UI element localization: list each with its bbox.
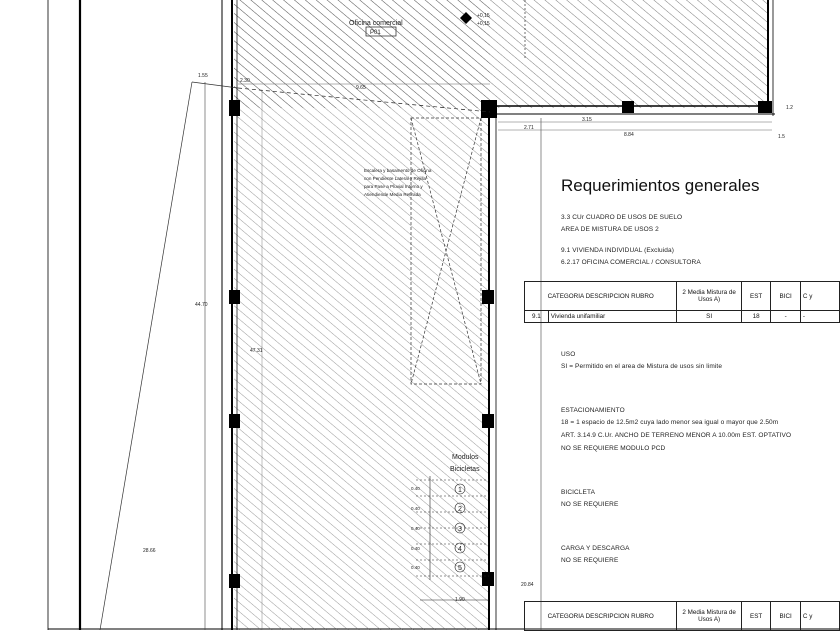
dim-271: 2.71 — [524, 125, 534, 131]
table-row — [525, 311, 840, 323]
req-line-a2: AREA DE MISTURA DE USOS 2 — [561, 226, 659, 233]
table-cell-media: SI — [677, 311, 741, 323]
bike-number-3: 3 — [458, 526, 462, 533]
dim-12: 1.2 — [786, 105, 793, 111]
stair-note-line-3: para Pase a Pluvial Interno y — [364, 184, 423, 189]
bike-label-1: Modulos — [452, 454, 479, 461]
table-header-bici: BICI — [771, 282, 801, 311]
dim-965: 9.65 — [356, 85, 366, 91]
bike-number-2: 2 — [458, 506, 462, 513]
carga-text: NO SE REQUIERE — [561, 557, 619, 564]
bike-label-2: Bicicletas — [450, 466, 480, 473]
dim-15: 1.5 — [778, 134, 785, 140]
table2-header-est: EST — [741, 602, 771, 631]
requirements-table-2 — [524, 601, 840, 631]
estacionamiento-title: ESTACIONAMIENTO — [561, 407, 625, 414]
estacionamiento-line-2: ART. 3.14.9 C.Ur. ANCHO DE TERRENO MENOR A 10.00m EST. OPTATIVO — [561, 432, 792, 439]
dim-4731: 47.31 — [250, 348, 263, 354]
carga-title: CARGA Y DESCARGA — [561, 545, 630, 552]
level-bottom-text: +0,15 — [477, 21, 490, 27]
main-hatched-strip — [234, 0, 490, 630]
dim-2866: 28.66 — [143, 548, 156, 554]
stair-note-line-4: Atiendiende Media Retirada — [364, 192, 421, 197]
table-cell-est: 18 — [741, 311, 771, 323]
level-top-text: +0,15 — [477, 13, 490, 19]
req-line-b1: 9.1 VIVIENDA INDIVIDUAL (Excluida) — [561, 247, 674, 254]
table2-header-cy: C y — [800, 602, 839, 631]
table2-header-row — [525, 602, 840, 631]
dim-230: 2.30 — [240, 78, 250, 84]
req-line-a1: 3.3 CUr CUADRO DE USOS DE SUELO — [561, 214, 683, 221]
uso-text: SI = Permitido en el area de Mistura de usos sin limite — [561, 363, 723, 370]
table-header-cy: C y — [800, 282, 839, 311]
bike-number-4: 4 — [458, 546, 462, 553]
estacionamiento-line-1: 18 = 1 espacio de 12.5m2 cuya lado menor sea igual o mayor que 2.50m — [561, 419, 779, 426]
estacionamiento-line-3: NO SE REQUIERE MODULO PCD — [561, 445, 666, 452]
table-header-row — [525, 282, 840, 311]
bike-number-5: 5 — [458, 565, 462, 572]
req-line-b2: 6.2.17 OFICINA COMERCIAL / CONSULTORA — [561, 259, 701, 266]
table-header-est: EST — [741, 282, 771, 311]
office-code: P01 — [370, 30, 381, 36]
dim-315: 3.15 — [582, 117, 592, 123]
table-cell-bici: - — [771, 311, 801, 323]
dim-190: 1.90 — [455, 597, 465, 603]
office-label: Oficina comercial — [349, 20, 403, 27]
table-cell-descripcion: Vivienda unifamiliar — [548, 311, 677, 323]
table2-header-media: 2 Media Mistura de Usos A) — [677, 602, 741, 631]
bike-dim-1: 0.40 — [411, 486, 420, 491]
dim-2084: 20.84 — [521, 582, 534, 588]
table2-header-bici: BICI — [771, 602, 801, 631]
bike-dim-3: 0.40 — [411, 526, 420, 531]
bike-dim-5: 0.40 — [411, 565, 420, 570]
table-cell-code: 9.1 — [525, 311, 549, 323]
table-header-categoria: CATEGORIA DESCRIPCION RUBRO — [525, 282, 677, 311]
requirements-title: Requerimientos generales — [561, 176, 760, 195]
requirements-table — [524, 281, 840, 323]
uso-title: USO — [561, 351, 576, 358]
table2-header-categoria: CATEGORIA DESCRIPCION RUBRO — [525, 602, 677, 631]
bike-dim-4: 0.40 — [411, 546, 420, 551]
stair-note-line-2: con Pendiente Lateral y Rejilla — [364, 176, 427, 181]
bicicleta-text: NO SE REQUIERE — [561, 501, 619, 508]
dim-155: 1.55 — [198, 73, 208, 79]
table-header-media: 2 Media Mistura de Usos A) — [677, 282, 741, 311]
stair-note-line-1: Escalera y basamento de Oficina — [364, 168, 432, 173]
bicicleta-title: BICICLETA — [561, 489, 596, 496]
table-cell-cy: - — [800, 311, 839, 323]
bike-number-1: 1 — [458, 487, 462, 494]
dim-4470: 44.70 — [195, 302, 208, 308]
dim-884: 8.84 — [624, 132, 634, 138]
bike-dim-2: 0.40 — [411, 506, 420, 511]
